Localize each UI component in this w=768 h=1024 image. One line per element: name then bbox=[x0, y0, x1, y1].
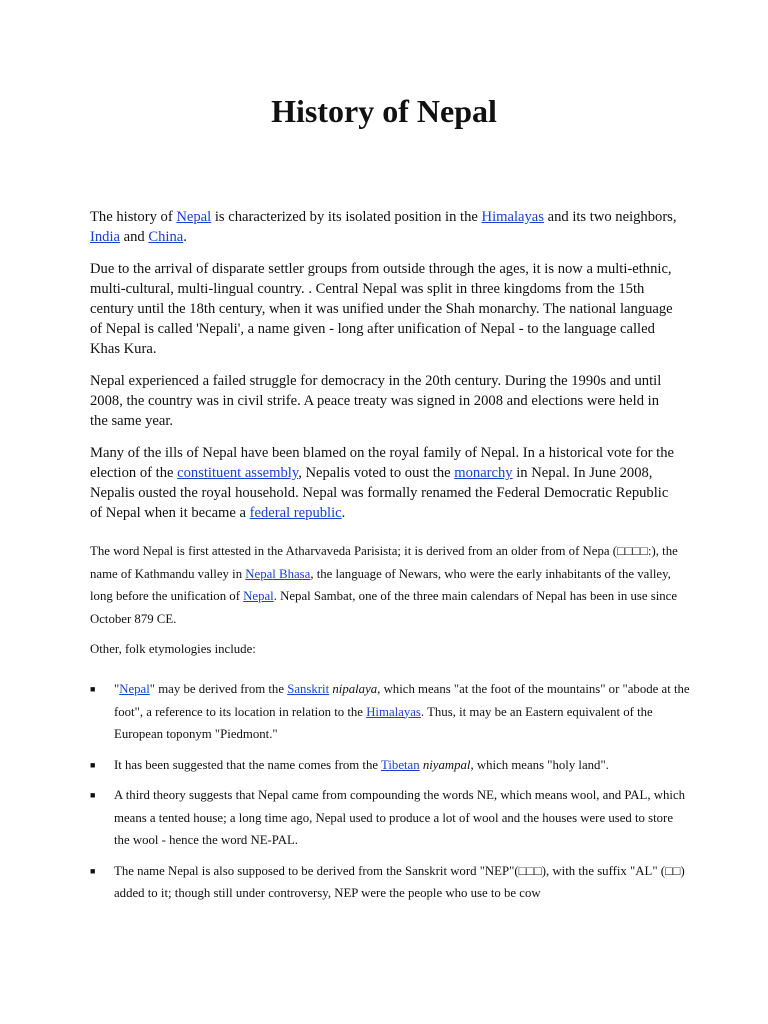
text-span: , which means "holy land". bbox=[470, 757, 609, 772]
settlers-paragraph: Due to the arrival of disparate settler groups from outside through the ages, it is now a multi-ethnic, multi-cultural, multi-lingual country. . Central Nepal was split in three kingdoms from the 15th century until the 18th century, when it was unified under the Shah monarchy. The national language of Nepal is called 'Nepali', a name given - long after unification of Nepal - to the language called Khas Kura. bbox=[90, 261, 673, 357]
text-span: It has been suggested that the name comes from the bbox=[114, 757, 381, 772]
link-nepal[interactable]: Nepal bbox=[243, 589, 274, 603]
text-span: in Nepal. In June 2008, Nepalis ousted the royal household. Nepal was formally renamed the Federal Democratic Republic of Nepal when it became a bbox=[90, 465, 669, 521]
etymology-paragraph bbox=[90, 540, 682, 630]
page-title: History of Nepal bbox=[271, 93, 497, 129]
bullet-icon: ■ bbox=[90, 790, 96, 800]
text-span: . bbox=[183, 229, 187, 245]
link-himalayas[interactable]: Himalayas bbox=[481, 209, 544, 225]
text-span: . Nepal Sambat, one of the three main calendars of Nepal has been in use since October 879 CE. bbox=[90, 589, 678, 626]
bullet-icon: ■ bbox=[90, 684, 96, 694]
democracy-paragraph: Nepal experienced a failed struggle for democracy in the 20th century. During the 1990s and until 2008, the country was in civil strife. A peace treaty was signed in 2008 and elections were held in the same year. bbox=[90, 373, 662, 429]
text-span: . bbox=[341, 505, 346, 521]
royal-family-paragraph bbox=[90, 443, 680, 523]
text-span: , Nepalis voted to oust the bbox=[298, 465, 455, 481]
link-monarchy[interactable]: monarchy bbox=[454, 465, 513, 481]
text-span: . Thus, it may be an Eastern equivalent of the European toponym "Piedmont." bbox=[114, 704, 653, 741]
link-nepal[interactable]: Nepal bbox=[176, 209, 212, 225]
italic-term: niyampal bbox=[422, 757, 471, 772]
text-span: The name Nepal is also supposed to be derived from the Sanskrit word "NEP"(□□□), with the suffix "AL" (□□) added to it; though still under controversy, NEP were the people who use to be cow bbox=[114, 863, 685, 900]
text-span: " bbox=[114, 682, 120, 696]
list-item bbox=[90, 860, 690, 905]
text-span: is characterized by its isolated position in the bbox=[211, 209, 482, 225]
text-span: " may be derived from the bbox=[149, 682, 288, 696]
link-federal-republic[interactable]: federal republic bbox=[249, 505, 342, 521]
link-china[interactable]: China bbox=[148, 229, 184, 245]
link-sanskrit[interactable]: Sanskrit bbox=[287, 682, 330, 696]
text-span: , which means "at the foot of the mountains" or "abode at the foot", a reference to its location in relation to the bbox=[114, 682, 690, 719]
link-himalayas[interactable]: Himalayas bbox=[366, 704, 421, 719]
link-nepal-bhasa[interactable]: Nepal Bhasa bbox=[245, 566, 311, 581]
text-span: A third theory suggests that Nepal came from compounding the words NE, which means wool, and PAL, which means a tented house; a long time ago, Nepal used to produce a lot of wool and the houses were used to store the wool - hence the word NE-PAL. bbox=[114, 788, 686, 847]
link-constituent-assembly[interactable]: constituent assembly bbox=[177, 465, 299, 481]
link-tibetan[interactable]: Tibetan bbox=[381, 757, 420, 772]
bullet-icon: ■ bbox=[90, 865, 96, 876]
list-item bbox=[90, 754, 690, 777]
intro-paragraph bbox=[90, 207, 680, 247]
link-nepal[interactable]: Nepal bbox=[119, 682, 150, 696]
text-span: and its two neighbors, bbox=[543, 209, 677, 225]
text-span: The history of bbox=[90, 209, 177, 225]
list-item bbox=[90, 678, 690, 746]
text-span: Many of the ills of Nepal have been blamed on the royal family of Nepal. In a historical vote for the election of the bbox=[90, 445, 674, 481]
etymology-list bbox=[90, 678, 690, 913]
text-span: and bbox=[120, 229, 149, 245]
folk-etymologies-intro: Other, folk etymologies include: bbox=[90, 642, 256, 656]
link-india[interactable]: India bbox=[90, 229, 120, 245]
text-span: , the language of Newars, who were the early inhabitants of the valley, long before the unification of bbox=[90, 566, 671, 603]
text-span: The word Nepal is first attested in the Atharvaveda Parisista; it is derived from an older from of Nepa (□□□□:), the name of Kathmandu valley in bbox=[90, 544, 678, 581]
italic-term: nipalaya bbox=[332, 682, 378, 696]
list-item bbox=[90, 784, 690, 852]
bullet-icon: ■ bbox=[90, 759, 96, 770]
